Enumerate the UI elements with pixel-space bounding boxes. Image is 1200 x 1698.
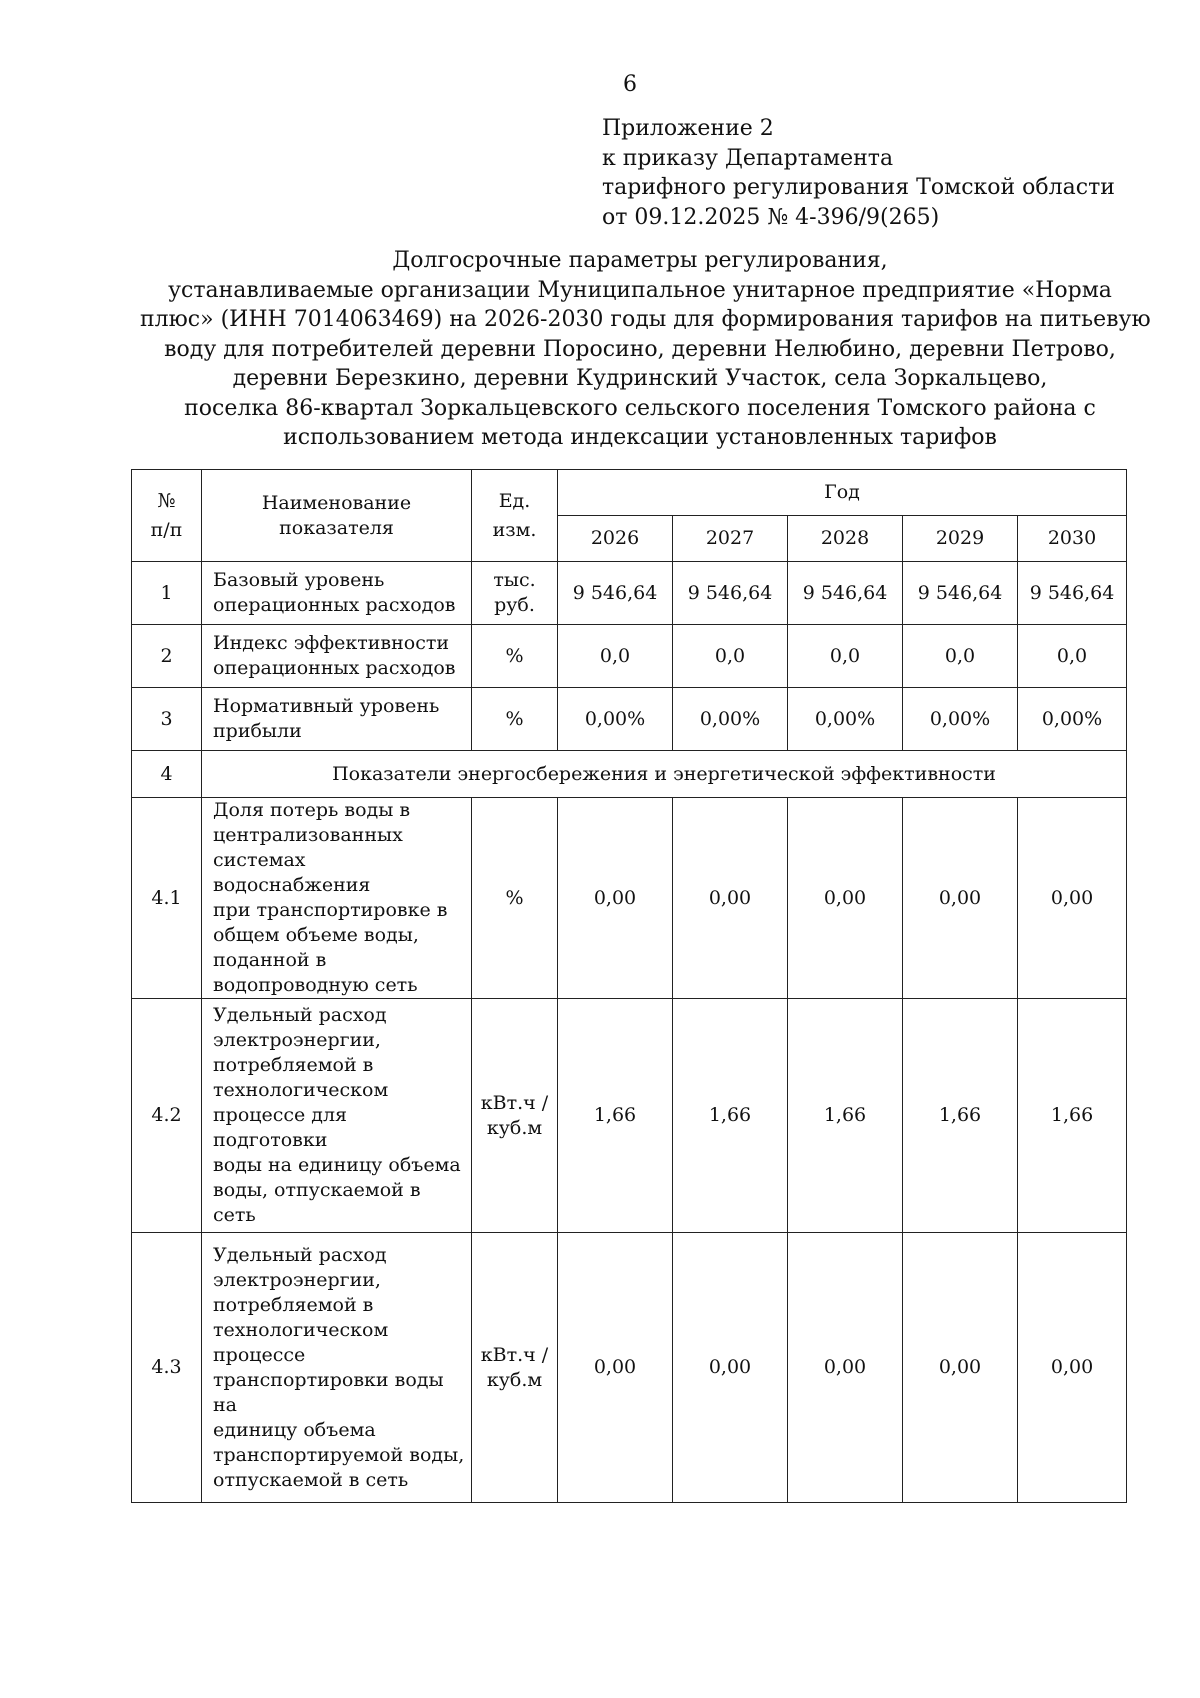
value-2029: 0,0: [903, 625, 1018, 688]
indicator-name-line: прибыли: [213, 720, 302, 742]
value-2030: 0,00%: [1018, 688, 1127, 751]
value-2027: 9 546,64: [673, 562, 788, 625]
indicator-name: [202, 1233, 472, 1503]
indicator-name-line: электроэнергии,: [213, 1268, 381, 1291]
header-year-2026: 2026: [558, 516, 673, 562]
value-2029: 1,66: [903, 999, 1018, 1233]
value-2028: 0,00: [788, 1233, 903, 1503]
appendix-line: от 09.12.2025 № 4-396/9(265): [602, 204, 940, 230]
unit-line: кВт.ч /: [480, 1091, 549, 1114]
row-number: 3: [132, 688, 202, 751]
section-row: [132, 751, 1127, 798]
indicator-name-line: транспортируемой воды,: [213, 1443, 465, 1466]
appendix-line: Приложение 2: [602, 116, 774, 141]
header-year: Год: [558, 470, 1127, 516]
table-row: [132, 1233, 1127, 1503]
value-2026: 1,66: [558, 999, 673, 1233]
indicator-name: [202, 798, 472, 999]
value-2026: 0,00: [558, 1233, 673, 1503]
header-year-2027: 2027: [673, 516, 788, 562]
table-row: [132, 688, 1127, 751]
value-2030: 0,00: [1018, 1233, 1127, 1503]
indicator-name-line: Базовый уровень: [213, 569, 385, 591]
indicator-name-line: единицу объема: [213, 1418, 376, 1441]
section-title: Показатели энергосбережения и энергетической эффективности: [202, 751, 1127, 798]
indicator-name: [202, 562, 472, 625]
indicator-name: [202, 625, 472, 688]
table-row: [132, 798, 1127, 999]
unit-line: куб.м: [486, 1368, 543, 1391]
page-number: 6: [623, 72, 637, 97]
table-header-row: [132, 470, 1127, 516]
value-2027: 0,00%: [673, 688, 788, 751]
title-line: использованием метода индексации установленных тарифов: [283, 425, 997, 450]
row-number: 4.2: [132, 999, 202, 1233]
value-2028: 0,00: [788, 798, 903, 999]
row-number: 1: [132, 562, 202, 625]
value-2028: 1,66: [788, 999, 903, 1233]
indicator-name-line: системах водоснабжения: [213, 849, 371, 896]
value-2027: 0,00: [673, 798, 788, 999]
appendix-line: к приказу Департамента: [602, 145, 894, 171]
header-number-cell: [132, 470, 202, 562]
indicator-name-line: потребляемой в: [213, 1054, 374, 1076]
table-row: [132, 999, 1127, 1233]
header-year-2028: 2028: [788, 516, 903, 562]
value-2026: 0,00: [558, 798, 673, 999]
regulation-parameters-table: [131, 469, 1127, 1503]
value-2027: 1,66: [673, 999, 788, 1233]
value-2028: 0,00%: [788, 688, 903, 751]
title-line: поселка 86-квартал Зоркальцевского сельского поселения Томского района с: [184, 395, 1096, 421]
indicator-name-line: операционных расходов: [213, 657, 456, 679]
title-line: Долгосрочные параметры регулирования,: [392, 248, 888, 273]
row-number: 4.1: [132, 798, 202, 999]
indicator-name-line: Удельный расход: [213, 1004, 387, 1026]
value-2026: 0,00%: [558, 688, 673, 751]
indicator-name-line: водопроводную сеть: [213, 974, 418, 996]
document-title: [140, 246, 1151, 453]
header-number-label: №: [157, 489, 176, 512]
indicator-name-line: Доля потерь воды в: [213, 799, 411, 821]
header-year-2030: 2030: [1018, 516, 1127, 562]
indicator-name-line: потребляемой в: [213, 1293, 374, 1316]
table-row: [132, 625, 1127, 688]
value-2028: 9 546,64: [788, 562, 903, 625]
value-2026: 0,0: [558, 625, 673, 688]
unit-line: кВт.ч /: [480, 1343, 549, 1366]
indicator-name: [202, 999, 472, 1233]
indicator-name-line: общем объеме воды,: [213, 924, 419, 946]
indicator-name-line: поданной в: [213, 949, 327, 971]
value-2029: 0,00: [903, 798, 1018, 999]
header-number-label: п/п: [150, 518, 183, 541]
value-2026: 9 546,64: [558, 562, 673, 625]
unit: [472, 562, 558, 625]
value-2029: 0,00: [903, 1233, 1018, 1503]
title-line: воду для потребителей деревни Поросино, деревни Нелюбино, деревни Петрово,: [164, 336, 1116, 362]
indicator-name-line: транспортировки воды на: [213, 1368, 444, 1416]
indicator-name-line: технологическом: [213, 1079, 389, 1101]
indicator-name-line: Удельный расход: [213, 1243, 387, 1266]
indicator-name-line: операционных расходов: [213, 594, 456, 616]
header-unit-label: Ед.: [498, 489, 531, 512]
indicator-name-line: Индекс эффективности: [213, 632, 450, 654]
title-line: устанавливаемые организации Муниципальное унитарное предприятие «Норма: [168, 277, 1112, 303]
row-number: 2: [132, 625, 202, 688]
unit: [472, 1233, 558, 1503]
header-indicator-name: Наименование показателя: [202, 470, 472, 562]
indicator-name-line: Нормативный уровень: [213, 695, 440, 717]
appendix-line: тарифного регулирования Томской области: [602, 175, 1115, 200]
header-unit-label: изм.: [492, 518, 537, 541]
unit: [472, 999, 558, 1233]
indicator-name-line: технологическом: [213, 1318, 389, 1341]
value-2030: 9 546,64: [1018, 562, 1127, 625]
unit-line: тыс.: [493, 569, 536, 591]
indicator-name-line: централизованных: [213, 824, 403, 846]
unit: %: [472, 798, 558, 999]
indicator-name-line: воды, отпускаемой в сеть: [213, 1179, 421, 1226]
value-2030: 1,66: [1018, 999, 1127, 1233]
appendix-reference: [602, 114, 1115, 232]
value-2028: 0,0: [788, 625, 903, 688]
header-unit-cell: [472, 470, 558, 562]
value-2027: 0,00: [673, 1233, 788, 1503]
indicator-name-line: при транспортировке в: [213, 899, 448, 921]
unit-line: руб.: [494, 594, 535, 616]
value-2029: 9 546,64: [903, 562, 1018, 625]
value-2030: 0,00: [1018, 798, 1127, 999]
table-row: [132, 562, 1127, 625]
value-2030: 0,0: [1018, 625, 1127, 688]
value-2029: 0,00%: [903, 688, 1018, 751]
title-line: деревни Березкино, деревни Кудринский Участок, села Зоркальцево,: [232, 366, 1048, 391]
unit: %: [472, 688, 558, 751]
indicator-name-line: отпускаемой в сеть: [213, 1468, 409, 1491]
indicator-name-line: процессе: [213, 1343, 306, 1366]
header-year-2029: 2029: [903, 516, 1018, 562]
row-number: 4.3: [132, 1233, 202, 1503]
indicator-name-line: электроэнергии,: [213, 1029, 381, 1051]
row-number: 4: [132, 751, 202, 798]
indicator-name-line: процессе для подготовки: [213, 1104, 348, 1151]
indicator-name-line: воды на единицу объема: [213, 1154, 461, 1176]
unit-line: куб.м: [486, 1116, 543, 1139]
value-2027: 0,0: [673, 625, 788, 688]
unit: %: [472, 625, 558, 688]
indicator-name: [202, 688, 472, 751]
title-line: плюс» (ИНН 7014063469) на 2026-2030 годы для формирования тарифов на питьевую: [140, 307, 1151, 332]
